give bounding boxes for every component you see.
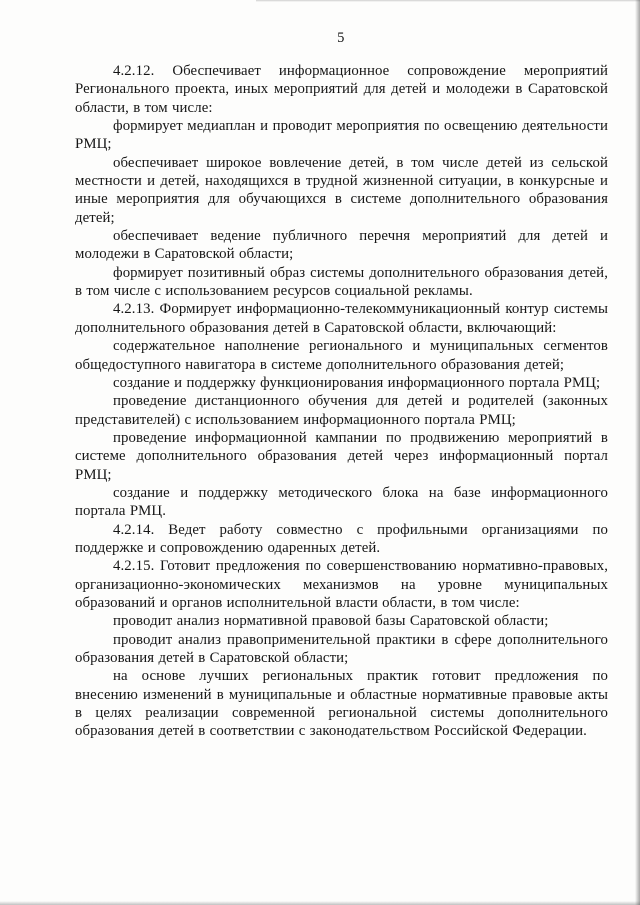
paragraph: проведение информационной кампании по продвижению мероприятий в системе дополнительного образования детей через информационный портал РМЦ;: [75, 429, 608, 483]
paragraph: обеспечивает ведение публичного перечня мероприятий для детей и молодежи в Саратовской области;: [75, 228, 608, 263]
paragraph: обеспечивает широкое вовлечение детей, в том числе детей из сельской местности и детей, находящихся в трудной жизненной ситуации, в конкурсные и иные мероприятия для обучающихся в системе дополнительного образования детей;: [75, 154, 608, 226]
paragraph: формирует позитивный образ системы дополнительного образования детей, в том числе с использованием ресурсов социальной рекламы.: [75, 264, 608, 300]
paragraph: на основе лучших региональных практик готовит предложения по внесению изменений в муниципальные и областные нормативные правовые акты в целях реализации современной региональной системы дополнительного образования детей в соответствии с законодательством Российской Федерации.: [75, 668, 608, 740]
paragraph: создание и поддержку методического блока на базе информационного портала РМЦ.: [75, 484, 608, 520]
page-number: 5: [337, 30, 345, 46]
paragraph: создание и поддержку функционирования информационного портала РМЦ;: [113, 374, 601, 391]
paragraph-4-2-15: 4.2.15. Готовит предложения по совершенствованию нормативно-правовых, организационно-экономических механизмов на уровне муниципальных образований и органов исполнительной власти области, в том числе:: [75, 558, 608, 611]
scan-edge-right: [635, 0, 640, 905]
paragraph: проведение дистанционного обучения для детей и родителей (законных представителей) с использованием информационного портала РМЦ;: [75, 393, 608, 428]
paragraph: проводит анализ правоприменительной практики в сфере дополнительного образования детей в Саратовской области;: [75, 631, 608, 666]
paragraph-4-2-12: 4.2.12. Обеспечивает информационное сопровождение мероприятий Регионального проекта, иных мероприятий для детей и молодежи в Саратовской области, в том числе:: [75, 63, 608, 116]
paragraph: формирует медиаплан и проводит мероприятия по освещению деятельности РМЦ;: [75, 118, 608, 153]
scan-edge-top: [256, 0, 640, 2]
scan-edge-bottom: [0, 901, 640, 905]
paragraph: содержательное наполнение регионального и муниципальных сегментов общедоступного навигатора в системе дополнительного образования детей;: [75, 338, 608, 373]
paragraph-4-2-13: 4.2.13. Формирует информационно-телекоммуникационный контур системы дополнительного образования детей в Саратовской области, включающий:: [75, 301, 608, 336]
paragraph-4-2-14: 4.2.14. Ведет работу совместно с профильными организациями по поддержке и сопровождению одаренных детей.: [75, 521, 608, 556]
document-body: [75, 62, 608, 741]
paragraph: проводит анализ нормативной правовой базы Саратовской области;: [113, 613, 549, 630]
